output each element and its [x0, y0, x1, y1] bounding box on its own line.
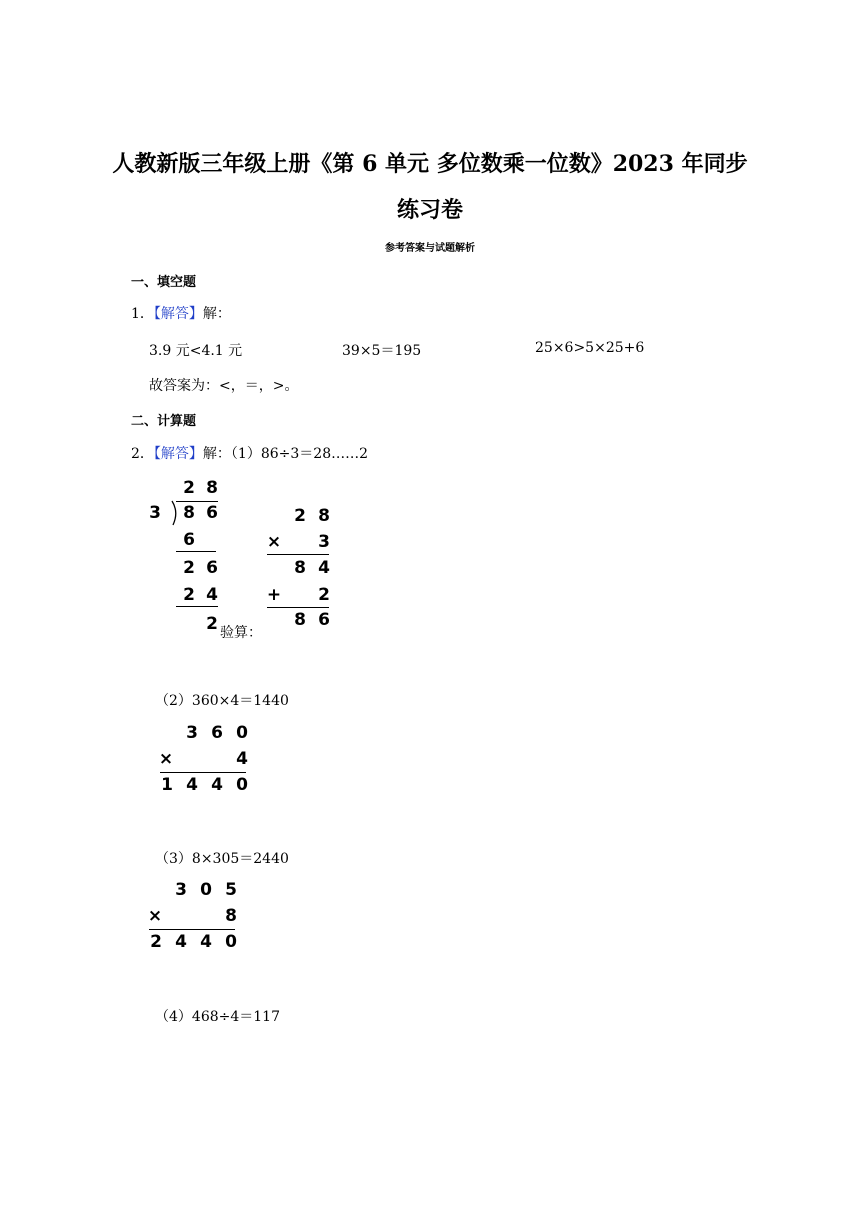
times-sign: ×: [147, 906, 163, 926]
check-digit: 4: [318, 558, 330, 578]
division-bar: [176, 501, 218, 502]
check-digit: 6: [318, 610, 330, 630]
q1-conclusion: 故答案为：<，＝，>。: [149, 378, 299, 394]
result-digit: 1: [161, 775, 173, 795]
mult-digit: 5: [225, 880, 237, 900]
check-digit: 8: [294, 610, 306, 630]
result-digit: 0: [236, 775, 248, 795]
q1-prefix: 解：: [202, 306, 231, 322]
doc-title-line2: 练习卷: [396, 197, 463, 223]
check-label: 验算：: [220, 625, 262, 641]
check-line: [267, 554, 329, 555]
result-digit: 2: [150, 932, 162, 952]
result-digit: 4: [211, 775, 223, 795]
mult-digit: 3: [175, 880, 187, 900]
q2-number: 2．: [131, 446, 154, 462]
doc-title-line1: 人教新版三年级上册《第 6 单元 多位数乘一位数》2023 年同步: [112, 151, 748, 177]
q1-answer-1: 3.9 元<4.1 元: [149, 343, 243, 359]
division-step-digit: 2: [183, 558, 195, 578]
check-digit: 8: [294, 558, 306, 578]
doc-subtitle: 参考答案与试题解析: [385, 243, 475, 254]
mult-digit: 0: [236, 723, 248, 743]
q2-part4-text: （4）468÷4＝117: [155, 1009, 280, 1025]
section-heading-calculation: 二、计算题: [131, 414, 197, 429]
times-sign: ×: [266, 532, 282, 552]
check-digit: 8: [318, 506, 330, 526]
q2-part1-text: 解：（1）86÷3＝28……2: [202, 446, 369, 462]
divisor: 3: [149, 503, 161, 523]
mult-digit: 3: [186, 723, 198, 743]
result-digit: 4: [175, 932, 187, 952]
q1-answer-2: 39×5＝195: [342, 343, 422, 359]
result-digit: 4: [200, 932, 212, 952]
division-step-digit: 2: [183, 585, 195, 605]
check-line: [267, 607, 329, 608]
division-remainder: 2: [206, 614, 218, 634]
q2-part3-text: （3）8×305＝2440: [155, 851, 289, 867]
q2-part2-text: （2）360×4＝1440: [155, 693, 289, 709]
quotient-digit: 8: [206, 478, 218, 498]
q1-header: [131, 303, 231, 323]
result-digit: 0: [225, 932, 237, 952]
plus-sign: +: [266, 585, 282, 605]
dividend-digit: 8: [183, 503, 195, 523]
section-heading-fill-blank: 一、填空题: [131, 275, 197, 290]
mult-line: [149, 929, 235, 930]
mult-line: [160, 772, 246, 773]
division-step-digit: 4: [206, 585, 218, 605]
mult-digit: 6: [211, 723, 223, 743]
mult-digit: 0: [200, 880, 212, 900]
division-line: [176, 606, 218, 607]
q1-number: 1．: [131, 306, 154, 322]
q2-header: [131, 443, 368, 463]
mult-digit: 8: [225, 906, 237, 926]
quotient-digit: 2: [183, 478, 195, 498]
division-step-digit: 6: [206, 558, 218, 578]
division-line: [176, 551, 216, 552]
result-digit: 4: [186, 775, 198, 795]
check-digit: 3: [318, 532, 330, 552]
q1-answer-3: 25×6>5×25+6: [535, 340, 645, 356]
times-sign: ×: [158, 749, 174, 769]
check-digit: 2: [318, 585, 330, 605]
mult-digit: 4: [236, 749, 248, 769]
q1-answer-tag: 【解答】: [153, 306, 203, 322]
dividend-digit: 6: [206, 503, 218, 523]
q2-answer-tag: 【解答】: [153, 446, 203, 462]
division-step-digit: 6: [183, 530, 195, 550]
check-digit: 2: [294, 506, 306, 526]
